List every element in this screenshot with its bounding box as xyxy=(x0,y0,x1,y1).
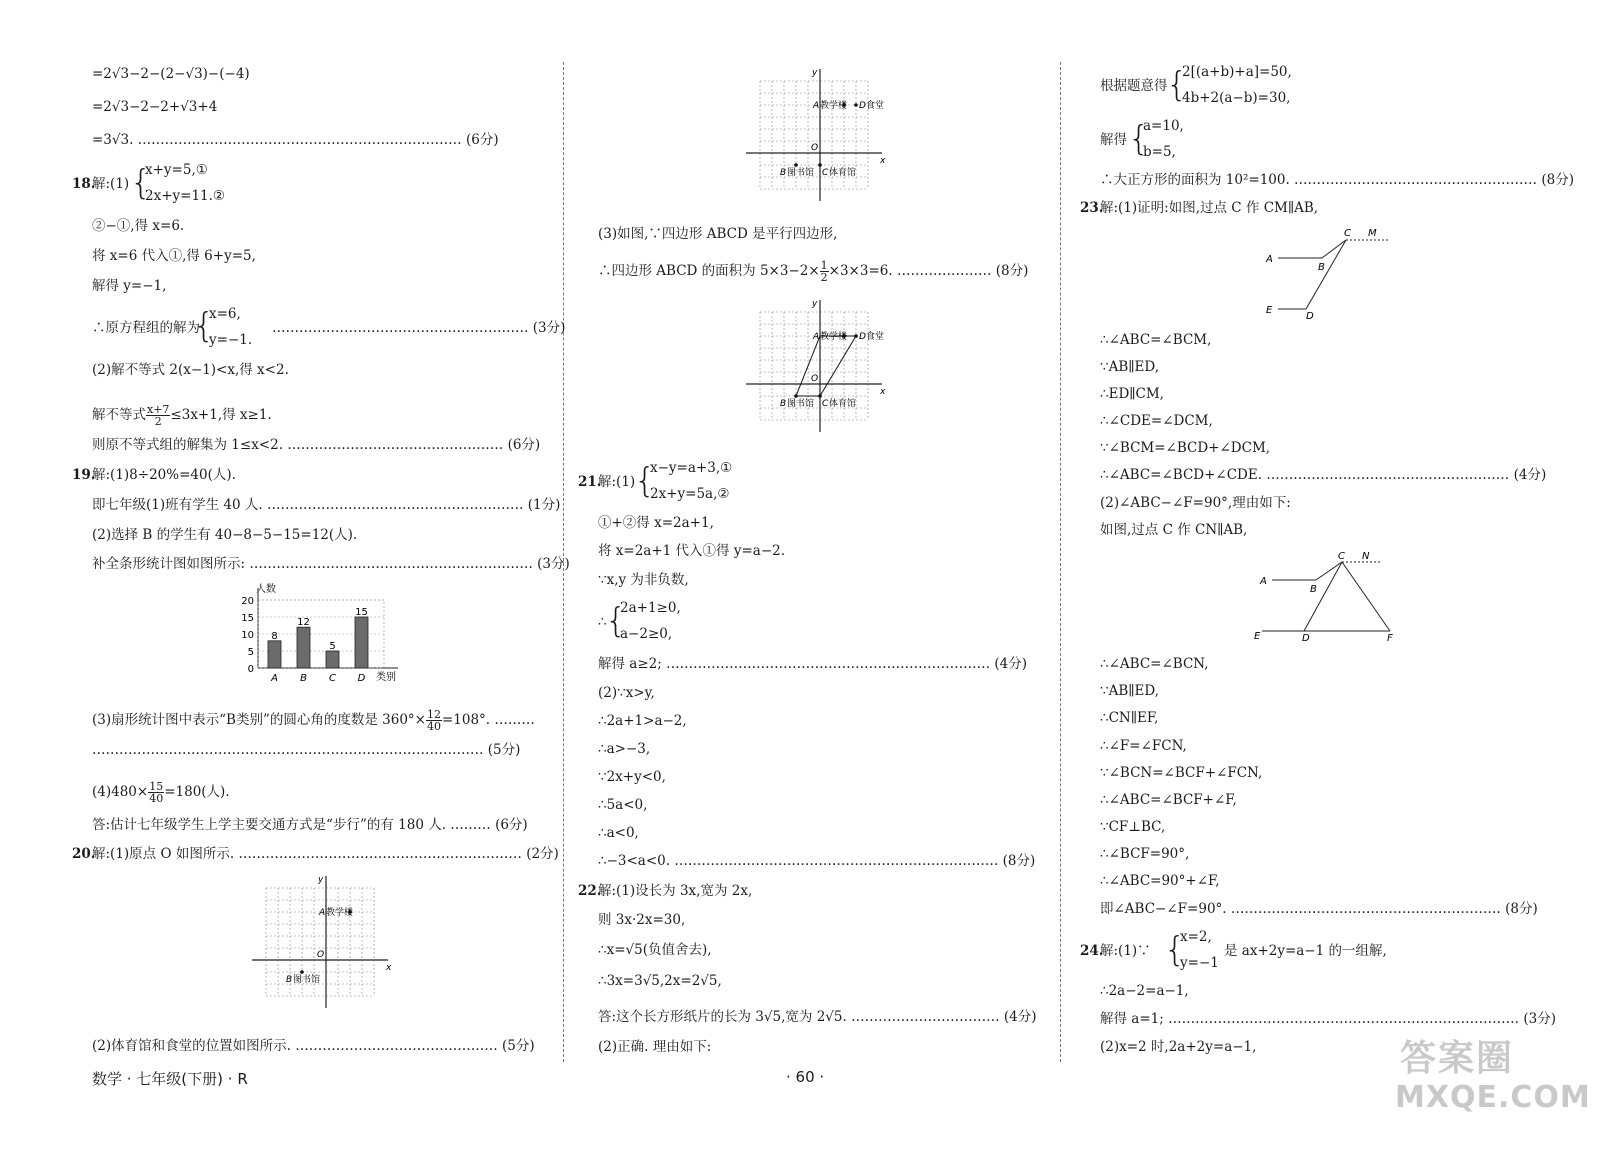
point-label: N xyxy=(1362,551,1370,562)
x-axis-label: x xyxy=(386,963,392,973)
fraction-denominator: 2 xyxy=(154,415,162,428)
bar xyxy=(268,641,281,668)
place-name-label: 教学楼 xyxy=(820,101,848,111)
point-label: B xyxy=(286,975,293,985)
bar-value-label: 8 xyxy=(271,630,278,642)
point-label: C xyxy=(822,168,829,178)
system-brace: { xyxy=(605,601,627,641)
column-divider-right xyxy=(1060,62,1061,1062)
line-cf xyxy=(1342,562,1390,631)
place-name-label: 食堂 xyxy=(866,332,885,342)
question-number: 22. xyxy=(578,883,602,899)
text-line: ∵2x+y<0, xyxy=(598,769,666,785)
text-line: ∴∠ABC=∠BCD+∠CDE. ……………………………………………… (4分) xyxy=(1100,467,1547,483)
equation-line: 2[(a+b)+a]=50, xyxy=(1182,64,1292,80)
coordinate-grid-figure xyxy=(742,65,892,215)
text-line: 则 3x·2x=30, xyxy=(598,912,686,928)
text-line: 则原不等式组的解集为 1≤x<2. ………………………………………… (6分) xyxy=(92,437,541,453)
text-line: (3)如图,∵四边形 ABCD 是平行四边形, xyxy=(598,226,838,242)
text-span: (4)480× xyxy=(92,784,149,800)
text-line: ∴∠F=∠FCN, xyxy=(1100,738,1187,754)
footer-page-number: · 60 · xyxy=(786,1068,825,1086)
text-span: ≤3x+1,得 x≥1. xyxy=(170,407,272,423)
bar xyxy=(297,627,310,668)
text-line: 解得 y=−1, xyxy=(92,278,167,294)
text-line: (2)解不等式 2(x−1)<x,得 x<2. xyxy=(92,362,289,378)
text-span: ∴四边形 ABCD 的面积为 5×3−2× xyxy=(598,263,820,279)
system-brace: { xyxy=(130,163,152,203)
question-number: 19. xyxy=(72,467,96,483)
point-label: D xyxy=(859,101,866,111)
text-line: ②−①,得 x=6. xyxy=(92,218,185,234)
text-line: 解:(1)原点 O 如图所示. ……………………………………………………… (2分) xyxy=(92,846,559,862)
text-span: =108°. ……… xyxy=(441,712,535,728)
equation-line: y=−1 xyxy=(1180,955,1219,971)
point-label: C xyxy=(1338,551,1345,562)
text-line: =2√3−2−2+√3+4 xyxy=(92,99,218,115)
geometry-figure-cn xyxy=(1250,548,1400,646)
point-label: C xyxy=(822,399,829,409)
equation-line: b=5, xyxy=(1143,144,1176,160)
text-line: (2)∵x>y, xyxy=(598,685,655,701)
text-line: ∵AB∥ED, xyxy=(1100,683,1159,699)
fraction-numerator: 12 xyxy=(426,708,441,721)
text-line: ∵x,y 为非负数, xyxy=(598,572,689,588)
text-line: ∵CF⊥BC, xyxy=(1100,819,1166,835)
point-label: C xyxy=(1344,228,1351,239)
text-line: ∴5a<0, xyxy=(598,797,648,813)
fraction xyxy=(820,260,829,283)
point-label: E xyxy=(1254,631,1261,642)
text-line: ∴a>−3, xyxy=(598,741,651,757)
bar-value-label: 12 xyxy=(297,617,310,629)
text-line: 解:(1)∵ xyxy=(1100,943,1151,959)
point-dot xyxy=(818,394,822,398)
origin-label: O xyxy=(811,143,819,153)
text-line: 如图,过点 C 作 CN∥AB, xyxy=(1100,522,1248,538)
text-line: ∴x=√5(负值舍去), xyxy=(598,942,712,958)
geometry-figure-cm xyxy=(1260,225,1400,325)
place-name-label: 图书馆 xyxy=(787,168,815,178)
point-label: D xyxy=(1306,311,1314,322)
equation-line: x=6, xyxy=(209,306,241,322)
text-line: (2)∠ABC−∠F=90°,理由如下: xyxy=(1100,495,1291,511)
text-line: ∵∠BCM=∠BCD+∠DCM, xyxy=(1100,440,1271,456)
bar-value-label: 5 xyxy=(329,641,336,652)
line-bc xyxy=(1316,562,1342,580)
text-line: ∴原方程组的解为 xyxy=(92,320,200,336)
fraction-denominator: 40 xyxy=(149,792,164,805)
bar xyxy=(355,617,368,668)
text-line: 解:(1) xyxy=(598,474,636,490)
y-axis-label: y xyxy=(812,68,818,78)
y-tick-label: 15 xyxy=(241,613,254,624)
fraction-numerator: x+7 xyxy=(147,403,170,416)
bar xyxy=(326,651,339,668)
system-brace: { xyxy=(193,306,215,346)
text-line: 将 x=6 代入①,得 6+y=5, xyxy=(92,248,256,264)
y-tick-label: 10 xyxy=(241,630,254,641)
text-line: ∴∠ABC=∠BCF+∠F, xyxy=(1100,792,1237,808)
fraction-denominator: 2 xyxy=(820,271,828,284)
text-span: (3)扇形统计图中表示“B类别”的圆心角的度数是 360°× xyxy=(92,712,426,728)
text-line: ∴3x=3√5,2x=2√5, xyxy=(598,973,722,989)
text-line: (2)x=2 时,2a+2y=a−1, xyxy=(1100,1039,1257,1055)
y-axis-label: 人数 xyxy=(256,584,276,595)
system-brace: { xyxy=(1128,119,1150,159)
origin-label: O xyxy=(811,374,819,384)
point-label: D xyxy=(859,332,866,342)
text-line: ∴∠BCF=90°, xyxy=(1100,846,1190,862)
text-line: 答:这个长方形纸片的长为 3√5,宽为 2√5. …………………………… (4分) xyxy=(598,1009,1037,1025)
point-dot xyxy=(818,163,822,167)
coordinate-grid-figure xyxy=(248,872,398,1027)
text-line: ∴2a−2=a−1, xyxy=(1100,983,1189,999)
text-span: ×3×3=6. ………………… (8分) xyxy=(828,263,1029,279)
point-label: D xyxy=(1302,633,1310,644)
text-line: …………………………………………………………………………… (5分) xyxy=(92,742,521,758)
text-line: 解得 a=1; …………………………………………………………………… (3分) xyxy=(1100,1011,1556,1027)
equation-line: 2x+y=11.② xyxy=(145,188,226,204)
text-line: ………………………………………………… (3分) xyxy=(272,320,566,336)
x-axis-label: x xyxy=(880,156,886,166)
text-line: 即七年级(1)班有学生 40 人. ………………………………………………… (1分) xyxy=(92,497,561,513)
point-label: A xyxy=(319,908,326,918)
point-dot xyxy=(854,103,858,107)
text-line: ∴2a+1>a−2, xyxy=(598,713,687,729)
text-line: 即∠ABC−∠F=90°. …………………………………………………… (8分) xyxy=(1100,901,1538,917)
point-label: B xyxy=(780,399,787,409)
text-line: 解:(1) xyxy=(92,176,130,192)
x-tick-label: A xyxy=(271,673,278,684)
text-line: (2)体育馆和食堂的位置如图所示. ……………………………………… (5分) xyxy=(92,1038,535,1054)
equation-line: 4b+2(a−b)=30, xyxy=(1182,90,1291,106)
text-line: (2)正确. 理由如下: xyxy=(598,1039,712,1055)
text-line: 解得 xyxy=(1100,132,1127,148)
watermark-logo: 答案圈 xyxy=(1400,1038,1515,1079)
text-line xyxy=(598,260,1028,283)
fraction xyxy=(148,781,164,804)
watermark-url: MXQE.COM xyxy=(1395,1080,1591,1115)
point-label: M xyxy=(1368,228,1377,239)
fraction-denominator: 40 xyxy=(426,720,441,733)
point-label: B xyxy=(780,168,787,178)
x-tick-label: C xyxy=(329,673,336,684)
system-brace: { xyxy=(634,461,656,501)
text-line xyxy=(92,709,535,732)
text-line: =2√3−2−(2−√3)−(−4) xyxy=(92,66,250,82)
text-line: =3√3. ……………………………………………………………… (6分) xyxy=(92,132,499,148)
text-line: 解:(1)8÷20%=40(人). xyxy=(92,467,236,483)
text-line: ∵∠BCN=∠BCF+∠FCN, xyxy=(1100,765,1263,781)
question-number: 24. xyxy=(1080,943,1104,959)
fraction-numerator: 15 xyxy=(149,780,164,793)
x-axis-label: 类别 xyxy=(376,672,396,683)
text-line: ∴∠ABC=90°+∠F, xyxy=(1100,873,1220,889)
y-axis-label: y xyxy=(318,875,324,885)
place-name-label: 体育馆 xyxy=(829,168,857,178)
equation-line: 2a+1≥0, xyxy=(620,600,681,616)
text-line: 将 x=2a+1 代入①得 y=a−2. xyxy=(598,543,786,559)
system-brace: { xyxy=(1166,65,1188,105)
text-line: ∴CN∥EF, xyxy=(1100,710,1159,726)
text-span: =180(人). xyxy=(164,784,230,800)
text-line xyxy=(92,404,272,427)
point-label: E xyxy=(1266,305,1273,316)
fraction xyxy=(146,404,170,427)
x-axis-label: x xyxy=(880,387,886,397)
place-name-label: 食堂 xyxy=(866,101,885,111)
bar-chart xyxy=(228,580,418,690)
line-cd xyxy=(1306,240,1346,309)
system-brace: { xyxy=(1164,930,1186,970)
text-line: ∴ED∥CM, xyxy=(1100,386,1164,402)
bar-value-label: 15 xyxy=(355,607,368,618)
line-cd xyxy=(1304,562,1342,631)
point-label: B xyxy=(1318,262,1325,273)
text-line: ∵AB∥ED, xyxy=(1100,359,1159,375)
coordinate-grid-figure xyxy=(742,296,892,446)
equation-line: x+y=5,① xyxy=(145,162,208,178)
footer-subject: 数学 · 七年级(下册) · R xyxy=(92,1070,248,1088)
equation-line: 2x+y=5a,② xyxy=(650,486,730,502)
equation-line: y=−1. xyxy=(209,332,253,348)
text-line: ∴ xyxy=(598,614,607,630)
equation-line: a−2≥0, xyxy=(620,626,673,642)
text-line: ∴∠ABC=∠BCN, xyxy=(1100,656,1209,672)
point-dot xyxy=(300,970,304,974)
text-line: ∴−3<a<0. ……………………………………………………………… (8分) xyxy=(598,853,1036,869)
text-line: ∴∠ABC=∠BCM, xyxy=(1100,332,1212,348)
fraction-numerator: 1 xyxy=(820,259,828,272)
text-line: 解得 a≥2; ……………………………………………………………… (4分) xyxy=(598,656,1027,672)
text-line: (2)选择 B 的学生有 40−8−5−15=12(人). xyxy=(92,527,358,543)
point-label: B xyxy=(1310,584,1317,595)
point-label: A xyxy=(1266,254,1273,265)
question-number: 20. xyxy=(72,846,96,862)
line-bc xyxy=(1322,240,1346,258)
y-axis-label: y xyxy=(812,299,818,309)
text-line: ①+②得 x=2a+1, xyxy=(598,515,714,531)
text-line: 解:(1)证明:如图,过点 C 作 CM∥AB, xyxy=(1100,200,1319,216)
y-tick-label: 5 xyxy=(247,647,254,658)
y-tick-label: 20 xyxy=(241,596,254,607)
point-label: F xyxy=(1387,633,1393,644)
x-tick-label: D xyxy=(357,673,366,684)
text-line: ∴∠CDE=∠DCM, xyxy=(1100,413,1213,429)
equation-line: a=10, xyxy=(1143,118,1184,134)
point-dot xyxy=(854,334,858,338)
point-label: A xyxy=(813,101,820,111)
text-line: 答:估计七年级学生上学主要交通方式是“步行”的有 180 人. ……… (6分) xyxy=(92,817,528,833)
text-line xyxy=(92,781,230,804)
text-line: 补全条形统计图如图所示: ……………………………………………………… (3分) xyxy=(92,556,570,572)
point-dot xyxy=(794,394,798,398)
text-line: 是 ax+2y=a−1 的一组解, xyxy=(1224,943,1387,959)
equation-line: x=2, xyxy=(1180,929,1212,945)
text-line: ∴大正方形的面积为 10²=100. ……………………………………………… (8分) xyxy=(1100,172,1574,188)
text-line: 解:(1)设长为 3x,宽为 2x, xyxy=(598,883,753,899)
place-name-label: 图书馆 xyxy=(787,399,815,409)
fraction xyxy=(426,709,442,732)
y-tick-label: 0 xyxy=(247,664,254,675)
origin-label: O xyxy=(317,950,325,960)
question-number: 21. xyxy=(578,474,602,490)
point-label: A xyxy=(1260,576,1267,587)
point-dot xyxy=(794,163,798,167)
x-tick-label: B xyxy=(300,673,307,684)
text-span: 解不等式 xyxy=(92,407,146,423)
place-name-label: 图书馆 xyxy=(293,975,321,985)
point-label: A xyxy=(813,332,820,342)
text-line: 根据题意得 xyxy=(1100,78,1168,94)
place-name-label: 体育馆 xyxy=(829,399,857,409)
equation-line: x−y=a+3,① xyxy=(650,460,733,476)
place-name-label: 教学楼 xyxy=(326,908,354,918)
question-number: 23. xyxy=(1080,200,1104,216)
question-number: 18. xyxy=(72,176,96,192)
text-line: ∴a<0, xyxy=(598,825,639,841)
place-name-label: 教学楼 xyxy=(820,332,848,342)
parallelogram-abcd xyxy=(796,336,856,396)
